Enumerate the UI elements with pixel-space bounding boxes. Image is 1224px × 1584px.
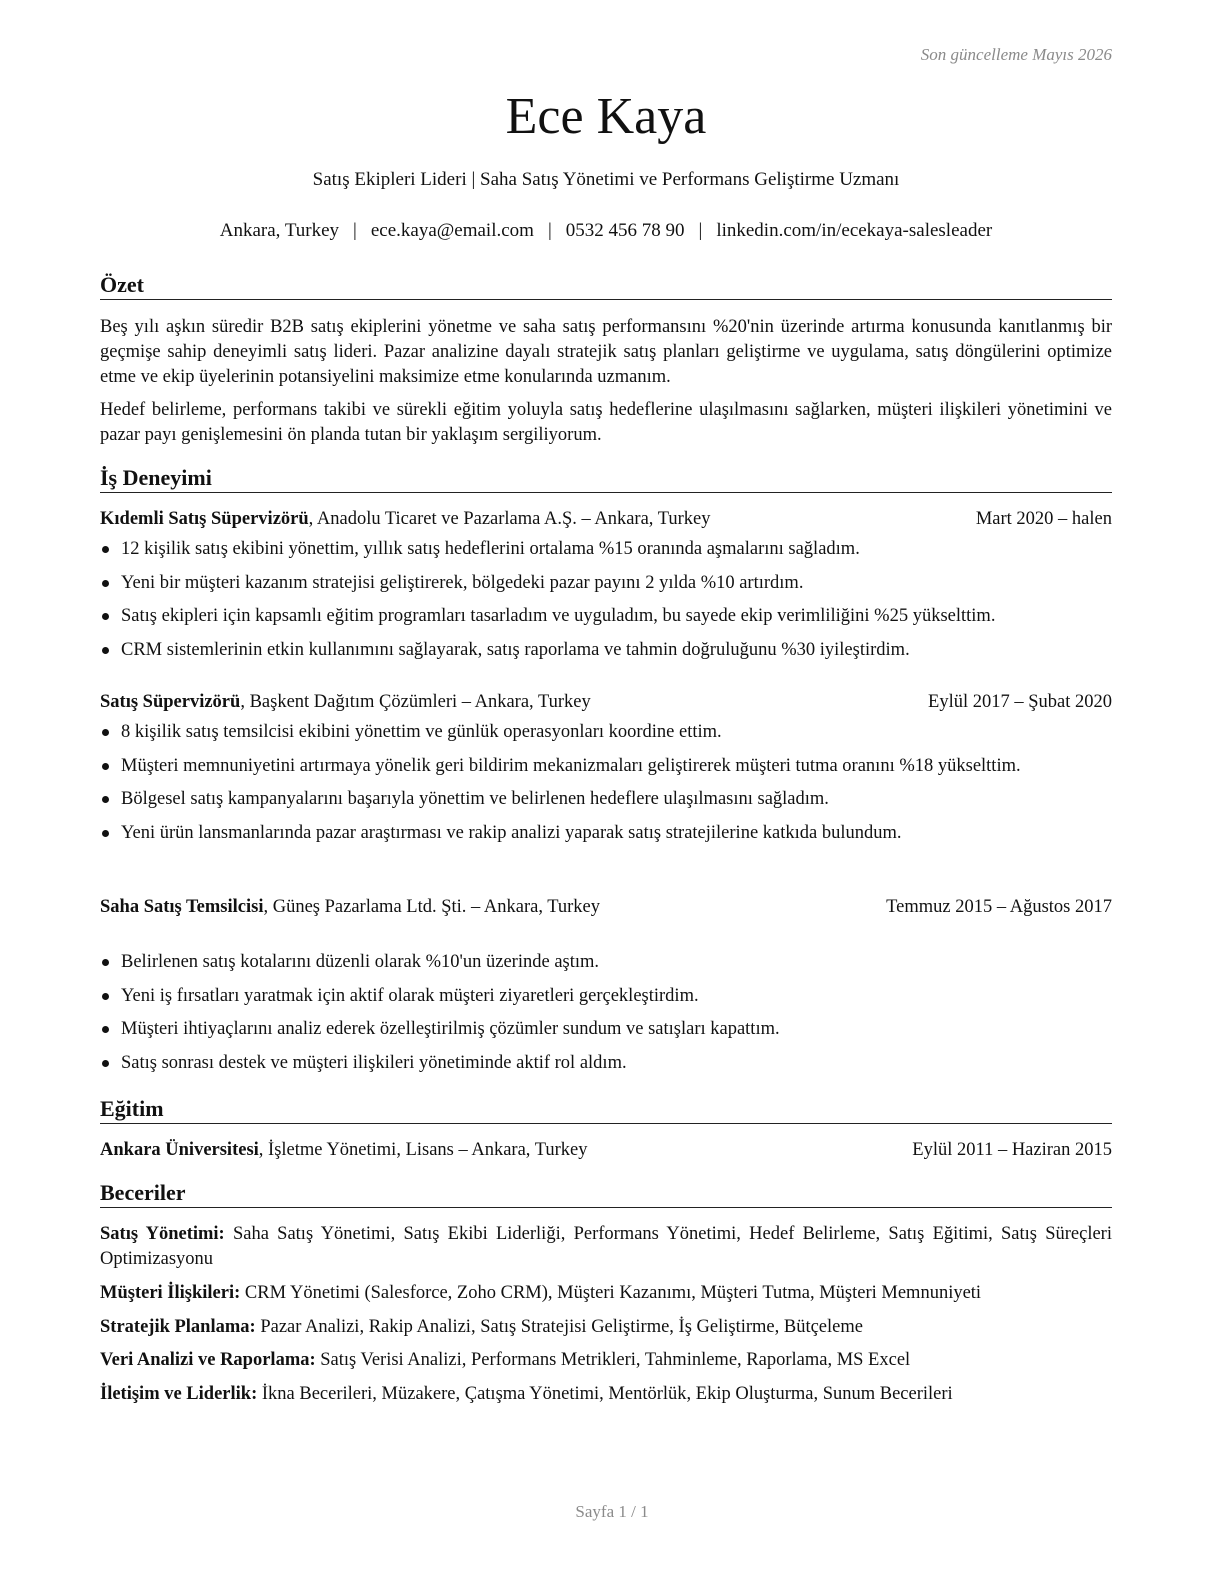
education-detail: , İşletme Yönetimi, Lisans – Ankara, Turkey [258, 1140, 588, 1160]
contact-phone: 0532 456 78 90 [565, 220, 685, 241]
bullet-icon [102, 1060, 109, 1067]
headline: Satış Ekipleri Lideri | Saha Satış Yönetimi ve Performans Geliştirme Uzmanı [312, 169, 900, 190]
list-item: Müşteri memnuniyetini artırmaya yönelik geri bildirim mekanizmaları geliştirerek müşteri tutma oranını %18 yükselttim. [100, 754, 1112, 779]
list-item: Belirlenen satış kotalarını düzenli olarak %10'un üzerinde aştım. [100, 950, 1112, 975]
list-item: 12 kişilik satış ekibini yönettim, yıllık satış hedeflerini ortalama %15 oranında aşmalarını sağladım. [100, 537, 1112, 562]
list-item: Yeni ürün lansmanlarında pazar araştırması ve rakip analizi yaparak satış stratejilerine katkıda bulundum. [100, 821, 1112, 846]
skill-items: Saha Satış Yönetimi, Satış Ekibi Liderliği, Performans Yönetimi, Hedef Belirleme, Satış Eğitimi, Satış Süreçleri Optimizasyonu [100, 1224, 1112, 1269]
job-dates: Mart 2020 – halen [975, 509, 1112, 529]
list-item: 8 kişilik satış temsilcisi ekibini yönettim ve günlük operasyonları koordine ettim. [100, 720, 1112, 745]
job-company: , Anadolu Ticaret ve Pazarlama A.Ş. – Ankara, Turkey [308, 509, 711, 529]
contact-email[interactable]: ece.kaya@email.com [370, 220, 534, 241]
bullet-icon [102, 580, 109, 587]
summary-paragraph: Beş yılı aşkın süredir B2B satış ekiplerini yönetme ve saha satış performansını %20'nin üzerinde artırma konusunda kanıtlanmış bir geçmişe sahip deneyimli satış lideri. Pazar analizine dayalı stratejik satış planları geliştirme ve uygulama, satış döngülerini optimize etme ve ekip üyelerinin potansiyelini maksimize etme konularında uzmanım. [100, 317, 1112, 387]
job-header [100, 895, 1112, 945]
bullet-icon [102, 830, 109, 837]
job-role: Kıdemli Satış Süpervizörü [100, 509, 309, 529]
resume-page [100, 0, 1112, 1584]
section-title-skills: Beceriler [100, 1180, 1112, 1208]
bullet-icon [102, 796, 109, 803]
list-item: Satış ekipleri için kapsamlı eğitim programları tasarladım ve uyguladım, bu sayede ekip verimliliğini %25 yükselttim. [100, 604, 1112, 629]
job-company: , Güneş Pazarlama Ltd. Şti. – Ankara, Turkey [263, 897, 601, 917]
candidate-name: Ece Kaya [505, 88, 707, 145]
skill-items: İkna Becerileri, Müzakere, Çatışma Yönetimi, Mentörlük, Ekip Oluşturma, Sunum Becerileri [257, 1384, 953, 1404]
list-item: Yeni iş fırsatları yaratmak için aktif olarak müşteri ziyaretleri gerçekleştirdim. [100, 984, 1112, 1009]
contact-separator: | [547, 220, 552, 241]
job-bullets [100, 537, 1112, 671]
list-item: Müşteri ihtiyaçlarını analiz ederek özelleştirilmiş çözümler sundum ve satışları kapattım. [100, 1017, 1112, 1042]
skill-group [100, 1348, 1112, 1373]
list-item: Satış sonrası destek ve müşteri ilişkileri yönetiminde aktif rol aldım. [100, 1051, 1112, 1076]
skill-label: İletişim ve Liderlik: [100, 1384, 258, 1404]
contact-separator: | [698, 220, 703, 241]
contact-linkedin[interactable]: linkedin.com/in/ecekaya-salesleader [716, 220, 993, 241]
skill-label: Stratejik Planlama: [100, 1317, 256, 1337]
skill-group [100, 1382, 1112, 1407]
bullet-icon [102, 959, 109, 966]
bullet-icon [102, 763, 109, 770]
contact-location: Ankara, Turkey [219, 220, 340, 241]
section-title-education: Eğitim [100, 1096, 1112, 1124]
job-role: Satış Süpervizörü [100, 692, 241, 712]
job-bullets [100, 950, 1112, 1084]
education-dates: Eylül 2011 – Haziran 2015 [912, 1140, 1112, 1160]
bullet-icon [102, 993, 109, 1000]
job-role: Saha Satış Temsilcisi [100, 897, 264, 917]
job-dates: Eylül 2017 – Şubat 2020 [928, 692, 1112, 712]
list-item: Bölgesel satış kampanyalarını başarıyla yönettim ve belirlenen hedeflere ulaşılmasını sağladım. [100, 787, 1112, 812]
skill-group [100, 1315, 1112, 1340]
bullet-icon [102, 546, 109, 553]
skill-label: Veri Analizi ve Raporlama: [100, 1350, 316, 1370]
skill-items: Pazar Analizi, Rakip Analizi, Satış Stratejisi Geliştirme, İş Geliştirme, Bütçeleme [255, 1317, 863, 1337]
education-school: Ankara Üniversitesi [100, 1140, 259, 1160]
skill-group [100, 1281, 1112, 1306]
page-number: Sayfa 1 / 1 [575, 1502, 649, 1521]
bullet-icon [102, 1026, 109, 1033]
contact-line [100, 219, 1112, 243]
bullet-icon [102, 647, 109, 654]
job-dates: Temmuz 2015 – Ağustos 2017 [886, 897, 1112, 917]
skill-label: Müşteri İlişkileri: [100, 1283, 241, 1303]
skill-group [100, 1222, 1112, 1272]
section-title-experience: İş Deneyimi [100, 465, 1112, 493]
job-bullets [100, 720, 1112, 854]
skill-label: Satış Yönetimi: [100, 1224, 225, 1244]
job-company: , Başkent Dağıtım Çözümleri – Ankara, Turkey [240, 692, 591, 712]
last-updated: Son güncelleme Mayıs 2026 [920, 45, 1112, 64]
bullet-icon [102, 729, 109, 736]
skill-items: Satış Verisi Analizi, Performans Metrikleri, Tahminleme, Raporlama, MS Excel [315, 1350, 911, 1370]
list-item: Yeni bir müşteri kazanım stratejisi geliştirerek, bölgedeki pazar payını 2 yılda %10 artırdım. [100, 571, 1112, 596]
summary-paragraph: Hedef belirleme, performans takibi ve sürekli eğitim yoluyla satış hedeflerine ulaşılmasını sağlarken, müşteri ilişkileri yönetimini ve pazar payı genişlemesini ön planda tutan bir yaklaşım sergiliyorum. [100, 400, 1112, 445]
list-item: CRM sistemlerinin etkin kullanımını sağlayarak, satış raporlama ve tahmin doğruluğunu %30 iyileştirdim. [100, 638, 1112, 663]
contact-separator: | [353, 220, 357, 241]
skill-items: CRM Yönetimi (Salesforce, Zoho CRM), Müşteri Kazanımı, Müşteri Tutma, Müşteri Memnuniyeti [240, 1283, 982, 1303]
section-title-summary: Özet [100, 272, 1112, 300]
bullet-icon [102, 613, 109, 620]
